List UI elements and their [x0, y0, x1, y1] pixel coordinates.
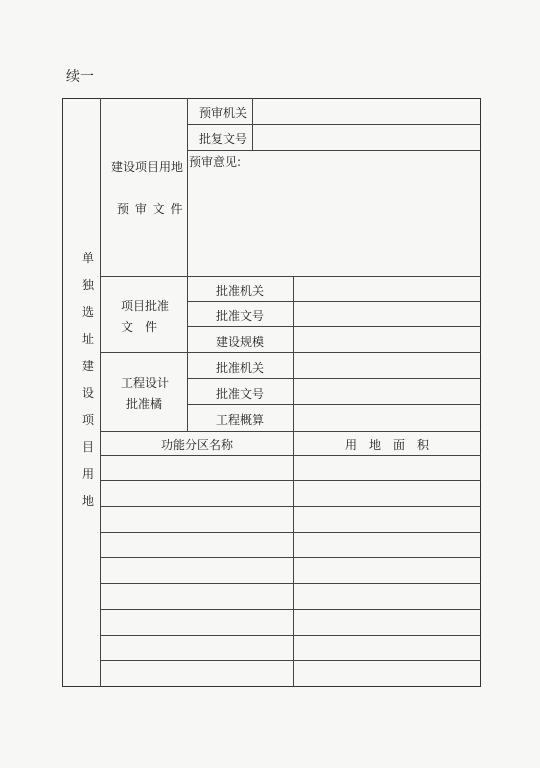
side-label-char: 项	[81, 413, 94, 427]
pre-review-group-label-line2: 预 审 文 件	[117, 202, 184, 216]
project-approval-approval-no-field[interactable]	[294, 302, 480, 326]
pre-review-authority-label: 预审机关	[199, 106, 248, 120]
side-label	[80, 245, 96, 515]
engineering-design-group-label-line2: 批准橘	[126, 397, 163, 411]
zone-area-cell[interactable]	[294, 533, 480, 557]
approval-label-divider	[187, 276, 188, 431]
side-label-char: 设	[81, 386, 94, 400]
engineering-design-approval-no-field[interactable]	[294, 379, 480, 404]
project-approval-group-label-line2: 文 件	[121, 320, 158, 334]
zone-area-cell[interactable]	[294, 661, 480, 686]
zone-name-cell[interactable]	[101, 456, 293, 480]
zone-name-cell[interactable]	[101, 481, 293, 506]
zone-area-cell[interactable]	[294, 507, 480, 532]
zone-name-cell[interactable]	[101, 533, 293, 557]
engineering-design-budget-field[interactable]	[294, 405, 480, 431]
pre-review-approval-no-label: 批复文号	[199, 132, 248, 146]
side-label-char: 用	[81, 467, 94, 481]
zone-name-cell[interactable]	[101, 584, 293, 609]
zone-area-cell[interactable]	[294, 456, 480, 480]
project-approval-authority-label: 批准机关	[215, 284, 265, 298]
project-approval-scale-label: 建设规模	[215, 335, 265, 349]
page-heading: 续一	[66, 69, 94, 85]
side-label-char: 建	[81, 359, 94, 373]
zone-area-cell[interactable]	[294, 636, 480, 660]
project-approval-group-label-line1: 项目批准	[121, 299, 170, 313]
engineering-design-approval-no-label: 批准文号	[215, 387, 265, 401]
zone-area-cell[interactable]	[294, 481, 480, 506]
engineering-design-group-label-line1: 工程设计	[121, 376, 170, 390]
side-label-char: 单	[81, 251, 94, 265]
zone-name-cell[interactable]	[101, 507, 293, 532]
engineering-design-budget-label: 工程概算	[215, 413, 265, 427]
row-line	[100, 431, 481, 432]
side-label-char: 目	[81, 440, 94, 454]
side-label-char: 选	[81, 305, 94, 319]
engineering-design-authority-label: 批准机关	[215, 361, 265, 375]
project-approval-approval-no-label: 批准文号	[215, 309, 265, 323]
zone-area-cell[interactable]	[294, 584, 480, 609]
side-label-char: 址	[81, 332, 94, 346]
pre-review-opinion-field[interactable]	[188, 151, 480, 275]
project-approval-scale-field[interactable]	[294, 327, 480, 352]
zone-name-cell[interactable]	[101, 610, 293, 635]
zone-area-cell[interactable]	[294, 610, 480, 635]
side-label-char: 地	[81, 494, 94, 508]
zone-name-cell[interactable]	[101, 558, 293, 583]
side-label-char: 独	[81, 278, 94, 292]
zone-name-cell[interactable]	[101, 661, 293, 686]
area-column-header: 用 地 面 积	[344, 438, 430, 452]
pre-review-approval-no-field[interactable]	[253, 125, 480, 150]
zone-name-cell[interactable]	[101, 636, 293, 660]
pre-review-authority-field[interactable]	[253, 99, 480, 124]
project-approval-authority-field[interactable]	[294, 277, 480, 301]
engineering-design-authority-field[interactable]	[294, 353, 480, 378]
zone-name-column-header: 功能分区名称	[160, 438, 234, 452]
zone-area-cell[interactable]	[294, 558, 480, 583]
pre-review-opinion-label: 预审意见:	[189, 155, 242, 169]
pre-review-group-label-line1: 建设项目用地	[111, 160, 184, 174]
